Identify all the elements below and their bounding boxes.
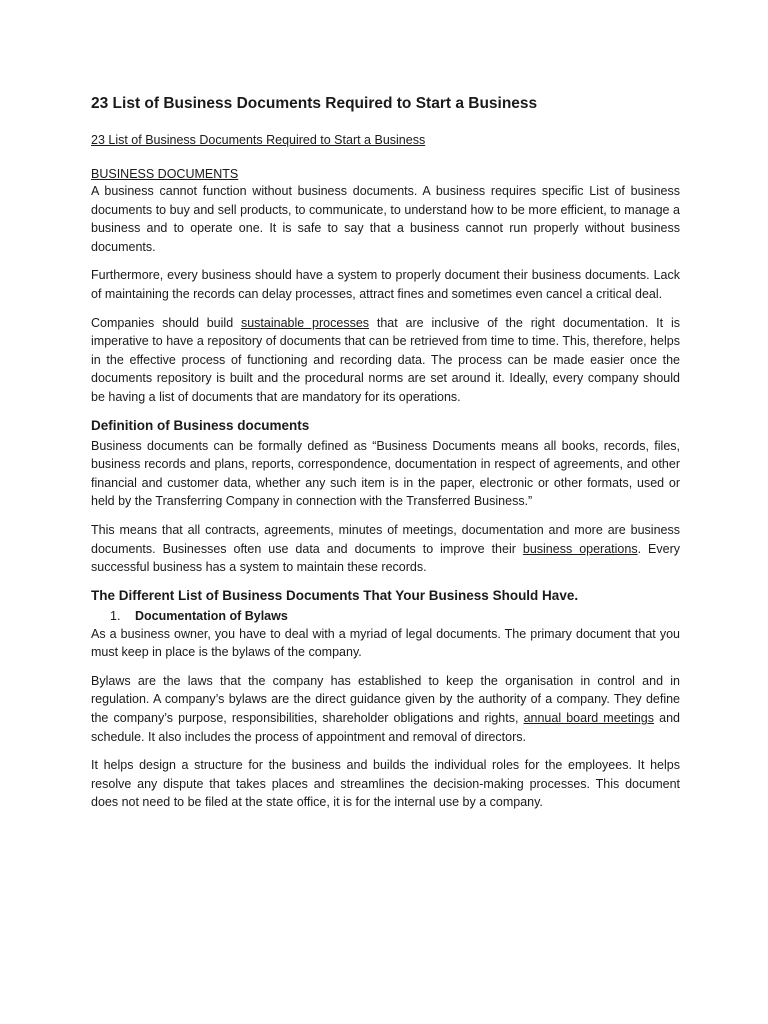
- paragraph-definition: Business documents can be formally defined as “Business Documents means all books, records, files, business records and plans, reports, correspondence, documentation in respect of agreements, and other financial and customer data, whether any such item is in the paper, electronic or other formats, used or held by the Transferring Company in connection with the Transferred Business.”: [91, 438, 680, 509]
- paragraph-this-means-post: . Every successful business has a system to maintain these records.: [91, 541, 680, 575]
- paragraph-bylaws-structure: It helps design a structure for the business and builds the individual roles for the employees. It helps resolve any dispute that takes places and streamlines the decision-making processes. This document does not need to be filed at the state office, it is for the internal use by a company.: [91, 758, 680, 810]
- paragraph-furthermore: Furthermore, every business should have a system to properly document their business documents. Lack of maintaining the records can delay processes, attract fines and sometimes even cancel a critical deal.: [91, 268, 680, 301]
- heading-list: The Different List of Business Documents That Your Business Should Have.: [91, 587, 579, 603]
- document-subtitle: 23 List of Business Documents Required to Start a Business: [91, 133, 426, 147]
- paragraph-bylaws-intro: As a business owner, you have to deal with a myriad of legal documents. The primary document that you must keep in place is the bylaws of the company.: [91, 626, 680, 660]
- paragraph-companies-pre: Companies should build: [91, 315, 241, 330]
- paragraph-bylaws-definition: [91, 672, 680, 746]
- link-annual-board-meetings[interactable]: annual board meetings: [523, 711, 655, 726]
- link-business-operations[interactable]: business operations: [522, 541, 638, 556]
- paragraph-this-means-pre: This means that all contracts, agreements, minutes of meetings, documentation and more are business documents. Businesses often use data and documents to improve their: [91, 522, 680, 556]
- link-sustainable-processes[interactable]: sustainable processes: [240, 315, 370, 330]
- section-label-business-documents: BUSINESS DOCUMENTS: [91, 167, 239, 181]
- list-item: [110, 607, 680, 625]
- paragraph-bylaws-pre: Bylaws are the laws that the company has established to keep the organisation in control and in regulation. A company’s bylaws are the direct guidance given by the authority of a company. They define the company’s purpose, responsibilities, shareholder obligations and rights,: [91, 673, 680, 726]
- heading-definition: Definition of Business documents: [91, 417, 310, 433]
- paragraph-bylaws-post: and schedule. It also includes the process of appointment and removal of directors.: [91, 711, 680, 744]
- list-item-number: 1.: [110, 608, 121, 623]
- paragraph-companies-post: that are inclusive of the right documentation. It is imperative to have a repository of documents that can be retrieved from time to time. This, therefore, helps in the effective process of functioning and recording data. The process can be made easier once the documents repository is built and the procedural norms are set around it. Ideally, every company should be having a list of documents that are mandatory for its operations.: [91, 315, 680, 404]
- paragraph-intro: A business cannot function without business documents. A business requires specific List of business documents to buy and sell products, to communicate, to understand how to be more efficient, to manage a business and to operate one. It is safe to say that a business cannot run properly without business documents.: [91, 184, 680, 254]
- list-item-label: Documentation of Bylaws: [135, 608, 288, 623]
- paragraph-companies: [91, 314, 680, 407]
- paragraph-this-means: [91, 521, 680, 577]
- document-title: 23 List of Business Documents Required to Start a Business: [91, 95, 538, 112]
